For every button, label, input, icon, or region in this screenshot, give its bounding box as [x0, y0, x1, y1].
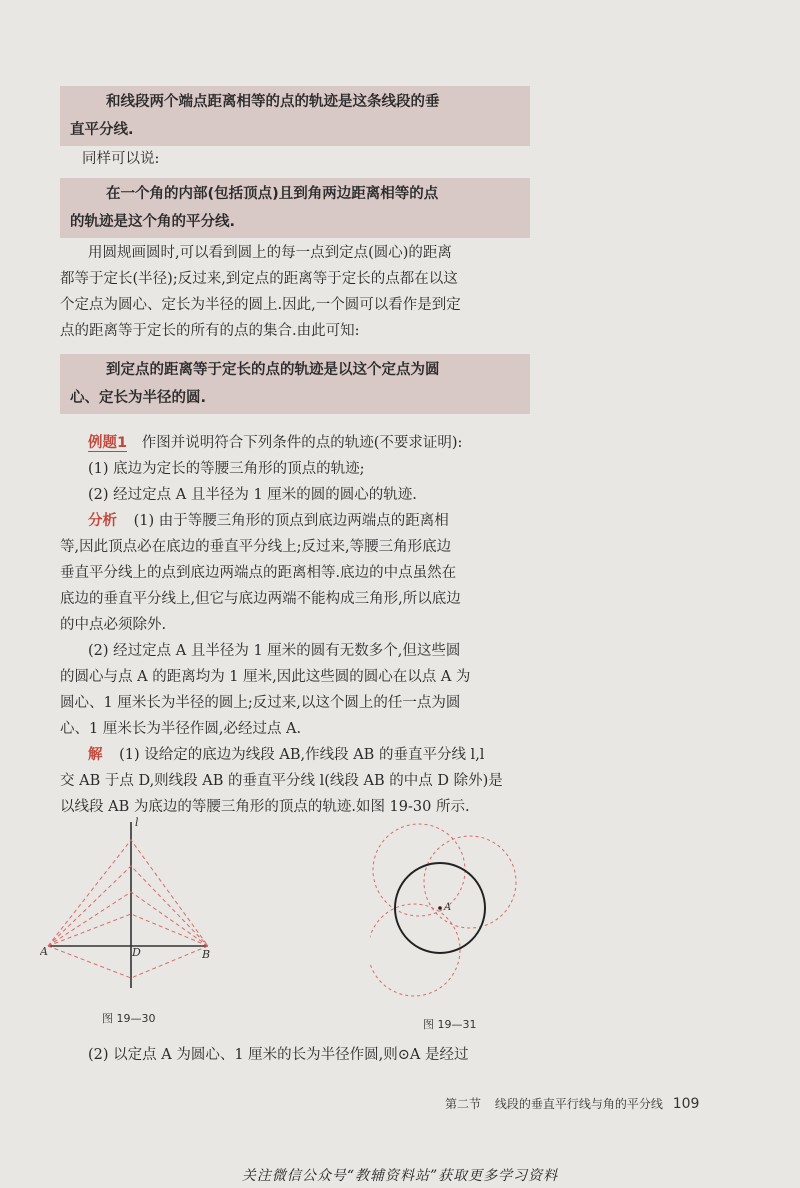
theorem-text: 在一个角的内部(包括顶点)且到角两边距离相等的点 — [106, 186, 439, 202]
last-line: (2) 以定点 A 为圆心、1 厘米的长为半径作圆,则⊙A 是经过 — [88, 1047, 469, 1063]
watermark-text: 关注微信公众号“教辅资料站”获取更多学习资料 — [241, 1168, 559, 1184]
example-label: 例题1 — [88, 435, 128, 451]
theorem-box-angle — [60, 178, 530, 238]
label-B: B — [202, 948, 211, 961]
analysis-label: 分析 — [88, 513, 117, 529]
page-number: 109 — [672, 1096, 700, 1112]
isosceles-triangles — [48, 840, 211, 978]
theorem-text: 到定点的距离等于定长的点的轨迹是以这个定点为圆 — [106, 362, 440, 378]
figure-caption: 图 19—31 — [423, 1018, 477, 1031]
theorem-text: 心、定长为半径的圆. — [70, 390, 207, 406]
solution-label: 解 — [88, 747, 103, 763]
center-point-A — [438, 906, 442, 910]
solution-block: 解 (1) 设给定的底边为线段 AB,作线段 AB 的垂直平分线 l,l 交 AB 于点 D,则线段 AB 的垂直平分线 l(线段 AB 的中点 D 除外)是 以线段 AB 为底边的等腰三角形的顶点的轨迹.如图 19-30 所示. — [60, 747, 503, 815]
label-D: D — [132, 946, 141, 959]
theorem-box-bisector — [60, 86, 530, 146]
example-item: (1) 底边为定长的等腰三角形的顶点的轨迹; — [88, 461, 365, 477]
theorem-box-circle — [60, 354, 530, 414]
theorem-text: 直平分线. — [70, 122, 134, 138]
figure-19-30 — [40, 810, 230, 1000]
footer-section: 第二节 — [445, 1097, 482, 1111]
circle-paragraph: 用圆规画圆时,可以看到圆上的每一点到定点(圆心)的距离 都等于定长(半径);反过来,到定点的距离等于定长的点都在以这 个定点为圆心、定长为半径的圆上.因此,一个圆可以看作是到定 点的距离等于定长的所有的点的集合.由此可知: — [60, 245, 461, 339]
page-footer — [445, 1095, 699, 1112]
dashed-circles — [370, 824, 516, 996]
example-item: (2) 经过定点 A 且半径为 1 厘米的圆的圆心的轨迹. — [88, 487, 417, 503]
analysis-block: 分析 (1) 由于等腰三角形的顶点到底边两端点的距离相 等,因此顶点必在底边的垂直平分线上;反过来,等腰三角形底边 垂直平分线上的点到底边两端点的距离相等.底边的中点虽然在 底边的垂直平分线上,但它与底边两端不能构成三角形,所以底边 的中点必须除外. (2) 经过定点 A 且半径为 1 厘米的圆有无数多个,但这些圆 的圆心与点 A 的距离均为 1 厘米,因此这些圆的圆心在以点 A 为 圆心、1 厘米长为半径的圆上;反过来,以这个圆上的任一点为圆 心、1 厘米长为半径作圆,必经过点 A. — [60, 513, 471, 737]
theorem-text: 和线段两个端点距离相等的点的轨迹是这条线段的垂 — [106, 94, 440, 110]
label-A: A — [40, 945, 48, 958]
theorem-text: 的轨迹是这个角的平分线. — [70, 214, 236, 230]
same-say-line: 同样可以说: — [82, 151, 160, 167]
label-A: A — [444, 902, 452, 913]
example-text: 作图并说明符合下列条件的点的轨迹(不要求证明): — [141, 435, 463, 451]
figure-19-31 — [370, 820, 520, 1005]
figure-caption: 图 19—30 — [102, 1012, 156, 1025]
example-block — [60, 430, 536, 508]
label-l: l — [135, 816, 139, 829]
footer-title: 线段的垂直平行线与角的平分线 — [494, 1097, 663, 1111]
